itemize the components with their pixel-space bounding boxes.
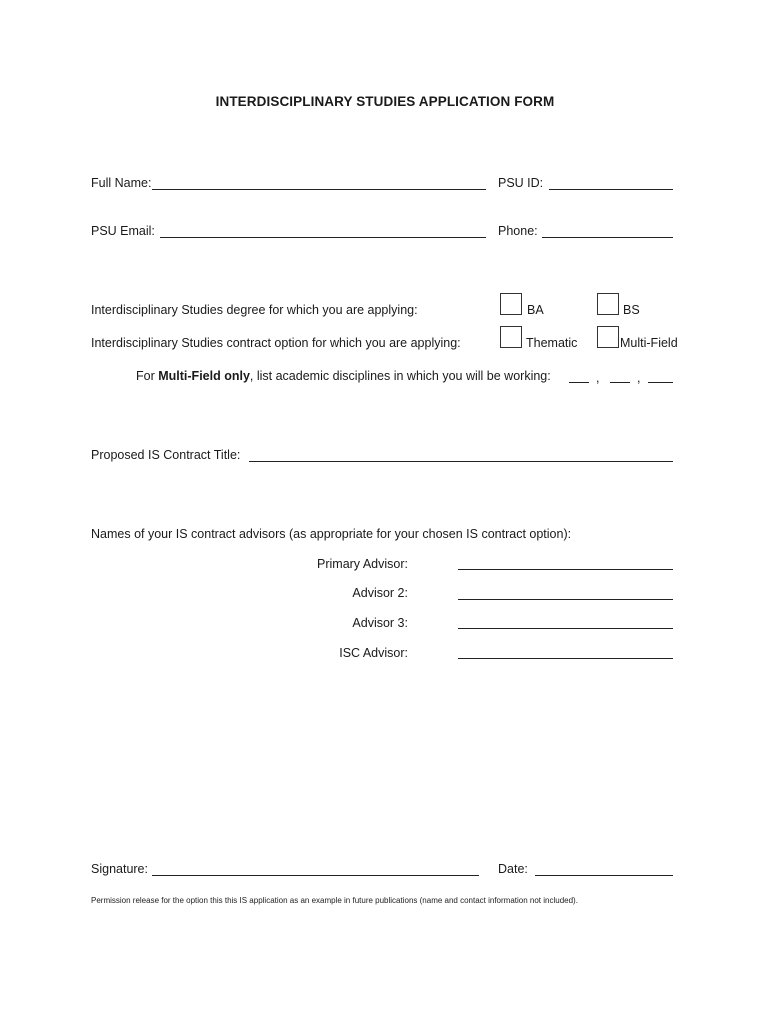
contract-option-label: Interdisciplinary Studies contract option for which you are applying: — [91, 336, 461, 350]
advisor2-field[interactable] — [458, 599, 673, 600]
multifield-instruction — [136, 369, 551, 383]
discipline-field-1[interactable] — [569, 382, 589, 383]
permission-note: Permission release for the option this this IS application as an example in future publications (name and contact information not included). — [91, 896, 578, 905]
isc-advisor-label: ISC Advisor: — [339, 646, 408, 660]
ba-label: BA — [527, 303, 544, 317]
signature-label: Signature: — [91, 862, 148, 876]
date-field[interactable] — [535, 875, 673, 876]
primary-advisor-field[interactable] — [458, 569, 673, 570]
discipline-separator-1: , — [596, 371, 600, 385]
discipline-field-2[interactable] — [610, 382, 630, 383]
signature-field[interactable] — [152, 875, 479, 876]
advisor3-field[interactable] — [458, 628, 673, 629]
contract-title-field[interactable] — [249, 461, 673, 462]
multifield-suffix: , list academic disciplines in which you will be working: — [249, 369, 551, 383]
ba-checkbox[interactable] — [500, 293, 522, 315]
psu-id-field[interactable] — [549, 189, 673, 190]
degree-label: Interdisciplinary Studies degree for which you are applying: — [91, 303, 418, 317]
phone-label: Phone: — [498, 224, 538, 238]
date-label: Date: — [498, 862, 528, 876]
discipline-separator-2: , — [637, 371, 641, 385]
multifield-bold: Multi-Field only — [158, 369, 250, 383]
discipline-field-3[interactable] — [648, 382, 673, 383]
multifield-label: Multi-Field — [620, 336, 678, 350]
psu-id-label: PSU ID: — [498, 176, 544, 190]
psu-email-label: PSU Email: — [91, 224, 155, 238]
advisors-heading: Names of your IS contract advisors (as appropriate for your chosen IS contract option): — [91, 527, 572, 541]
psu-email-field[interactable] — [160, 237, 486, 238]
primary-advisor-label: Primary Advisor: — [317, 557, 408, 571]
advisor3-label: Advisor 3: — [352, 616, 408, 630]
form-title: INTERDISCIPLINARY STUDIES APPLICATION FORM — [215, 94, 555, 109]
full-name-field[interactable] — [152, 189, 486, 190]
contract-title-label: Proposed IS Contract Title: — [91, 448, 241, 462]
multifield-checkbox[interactable] — [597, 326, 619, 348]
multifield-prefix: For — [136, 369, 159, 383]
bs-label: BS — [623, 303, 640, 317]
isc-advisor-field[interactable] — [458, 658, 673, 659]
advisor2-label: Advisor 2: — [352, 586, 408, 600]
full-name-label: Full Name: — [91, 176, 152, 190]
bs-checkbox[interactable] — [597, 293, 619, 315]
phone-field[interactable] — [542, 237, 673, 238]
thematic-checkbox[interactable] — [500, 326, 522, 348]
thematic-label: Thematic — [526, 336, 578, 350]
